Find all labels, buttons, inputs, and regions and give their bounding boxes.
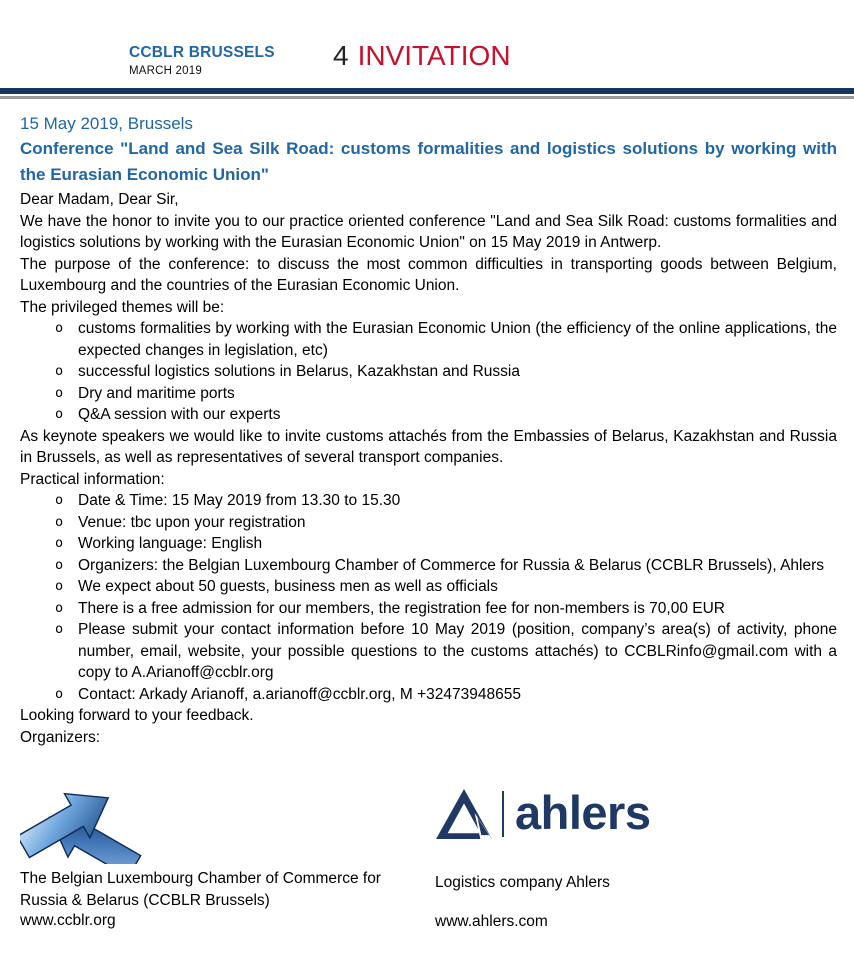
bullet-marker: o [55, 513, 64, 530]
list-item [20, 619, 837, 684]
issue-date: MARCH 2019 [129, 65, 202, 77]
list-item-text: Working language: English [78, 535, 263, 552]
header-rule-gray [0, 96, 854, 99]
list-item-text: Q&A session with our experts [78, 406, 281, 423]
list-item-text: Organizers: the Belgian Luxembourg Chamber of Commerce for Russia & Belarus (CCBLR Brussels), Ahlers [78, 556, 825, 574]
list-item-text: Dry and maritime ports [78, 384, 235, 402]
dateline: 15 May 2019, Brussels [20, 114, 193, 133]
page-number: 4 [333, 40, 349, 71]
paragraph-invite: We have the honor to invite you to our practice oriented conference "Land and Sea Silk Road: customs formalities and logistics solutions by working with the Eurasian Economic Union" on 15 May 2019 in Antwerp. [20, 212, 837, 251]
document-body [20, 112, 837, 748]
list-item [20, 598, 837, 620]
section-header [333, 40, 511, 72]
themes-heading: The privileged themes will be: [20, 298, 225, 316]
ccblr-website: www.ccblr.org [20, 912, 116, 929]
header-rule-navy [0, 88, 854, 94]
list-item [20, 383, 837, 405]
list-item-text: Date & Time: 15 May 2019 from 13.30 to 15.30 [78, 492, 401, 509]
list-item [20, 512, 837, 534]
brand-name: CCBLR BRUSSELS [129, 44, 275, 61]
bullet-marker: o [55, 384, 64, 401]
ccblr-caption: The Belgian Luxembourg Chamber of Commerce for Russia & Belarus (CCBLR Brussels) [20, 870, 381, 909]
ccblr-logo [20, 768, 152, 869]
list-item-text: There is a free admission for our members, the registration fee for non-members is 70,00 EUR [78, 599, 725, 617]
conference-title: Conference "Land and Sea Silk Road: customs formalities and logistics solutions by working with the Eurasian Economic Union" [20, 139, 837, 184]
list-item [20, 361, 837, 383]
bullet-marker: o [55, 320, 64, 336]
ahlers-wordmark: ahlers [515, 785, 651, 839]
ahlers-a-mark-icon [435, 788, 493, 840]
themes-list [20, 318, 837, 426]
ccblr-arrows-icon [20, 768, 152, 864]
ahlers-caption: Logistics company Ahlers [435, 874, 610, 891]
practical-heading: Practical information: [20, 470, 165, 488]
salutation: Dear Madam, Dear Sir, [20, 191, 179, 208]
bullet-marker: o [55, 556, 64, 573]
list-item-text: successful logistics solutions in Belarus, Kazakhstan and Russia [78, 363, 520, 380]
bullet-marker: o [55, 363, 64, 379]
bullet-marker: o [55, 578, 64, 594]
list-item [20, 404, 837, 426]
practical-list [20, 490, 837, 705]
organizers-label: Organizers: [20, 728, 101, 746]
bullet-marker: o [55, 406, 64, 422]
closing-line: Looking forward to your feedback. [20, 707, 254, 724]
list-item [20, 576, 837, 598]
bullet-marker: o [55, 492, 64, 508]
bullet-marker: o [55, 535, 64, 551]
ahlers-logo [435, 785, 651, 840]
list-item [20, 490, 837, 512]
list-item-text: Venue: tbc upon your registration [78, 513, 306, 531]
paragraph-speakers: As keynote speakers we would like to invite customs attachés from the Embassies of Belarus, Kazakhstan and Russia in Brussels, as well as representatives of several transport companies. [20, 427, 837, 466]
paragraph-purpose: The purpose of the conference: to discuss the most common difficulties in transporting goods between Belgium, Luxembourg and the countries of the Eurasian Economic Union. [20, 255, 837, 294]
list-item-text: customs formalities by working with the Eurasian Economic Union (the efficiency of the online applications, the expected changes in legislation, etc) [78, 320, 837, 359]
section-name: INVITATION [357, 40, 511, 71]
list-item [20, 555, 837, 577]
ahlers-website: www.ahlers.com [435, 913, 548, 930]
bullet-marker: o [55, 685, 64, 702]
list-item [20, 533, 837, 555]
list-item-text: We expect about 50 guests, business men as well as officials [78, 578, 498, 595]
list-item-text: Please submit your contact information before 10 May 2019 (position, company’s area(s) of activity, phone number, email, website, your possible questions to the customs attachés) to CCBLRinfo@gmail.com with a copy to A.Arianoff@ccblr.org [78, 621, 837, 681]
bullet-marker: o [55, 599, 64, 616]
list-item [20, 318, 837, 361]
newsletter-masthead [129, 44, 275, 77]
list-item-text: Contact: Arkady Arianoff, a.arianoff@ccblr.org, M +32473948655 [78, 685, 521, 703]
bullet-marker: o [55, 621, 64, 637]
ahlers-logo-divider [502, 791, 504, 837]
list-item [20, 684, 837, 706]
